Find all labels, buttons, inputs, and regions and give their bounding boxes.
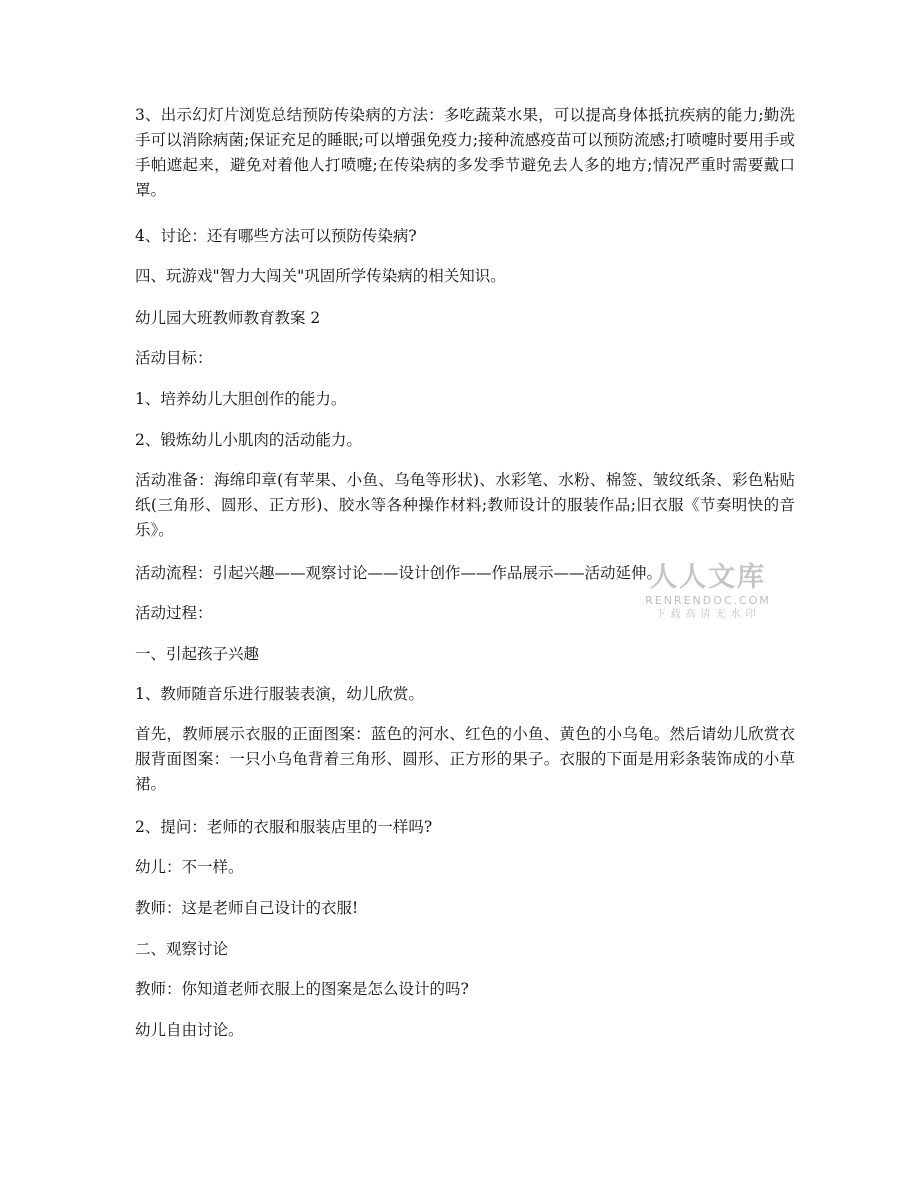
paragraph-free-discussion: 幼儿自由讨论。 <box>135 1021 244 1039</box>
goal-item-2: 2、锻炼幼儿小肌肉的活动能力。 <box>135 431 362 449</box>
paragraph-discussion: 4、讨论：还有哪些方法可以预防传染病? <box>135 227 417 245</box>
paragraph-activity-preparation: 活动准备：海绵印章(有苹果、小鱼、乌龟等形状)、水彩笔、水粉、棉签、皱纹纸条、彩色粘贴纸(三角形、圆形、正方形)、胶水等各种操作材料;教师设计的服装作品;旧衣服《节奏明快的音乐》。 <box>135 471 795 539</box>
step-item-2: 2、提问：老师的衣服和服装店里的一样吗? <box>135 818 433 836</box>
heading-observe-discuss: 二、观察讨论 <box>135 940 229 958</box>
watermark-logo <box>642 562 774 626</box>
heading-activity-process: 活动过程： <box>135 604 213 622</box>
paragraph-game: 四、玩游戏"智力大闯关"巩固所学传染病的相关知识。 <box>135 267 506 285</box>
paragraph-child-answer: 幼儿：不一样。 <box>135 858 244 876</box>
watermark-tagline: 下载高清无水印 <box>655 609 761 620</box>
heading-activity-goals: 活动目标： <box>135 349 213 367</box>
paragraph-activity-flow: 活动流程：引起兴趣——观察讨论——设计创作——作品展示——活动延伸。 <box>135 564 663 582</box>
paragraph-prevention-methods: 3、出示幻灯片浏览总结预防传染病的方法：多吃蔬菜水果，可以提高身体抵抗疾病的能力;勤洗手可以消除病菌;保证充足的睡眠;可以增强免疫力;接种流感疫苗可以预防流感;打喷嚏时要用手或手帕遮起来，避免对着他人打喷嚏;在传染病的多发季节避免去人多的地方;情况严重时需要戴口罩。 <box>135 106 795 199</box>
paragraph-teacher-statement: 教师：这是老师自己设计的衣服! <box>135 899 359 917</box>
paragraph-teacher-question: 教师：你知道老师衣服上的图案是怎么设计的吗? <box>135 980 469 998</box>
watermark-title: 人人文库 <box>650 562 766 593</box>
section-title-lesson-2: 幼儿园大班教师教育教案 2 <box>135 309 321 327</box>
heading-arouse-interest: 一、引起孩子兴趣 <box>135 645 260 663</box>
watermark-domain: RENRENDOC.COM <box>645 594 771 607</box>
paragraph-clothing-display: 首先，教师展示衣服的正面图案：蓝色的河水、红色的小鱼、黄色的小乌龟。然后请幼儿欣赏衣服背面图案：一只小乌龟背着三角形、圆形、正方形的果子。衣服的下面是用彩条装饰成的小草裙。 <box>135 725 795 793</box>
step-item-1: 1、教师随音乐进行服装表演，幼儿欣赏。 <box>135 685 424 703</box>
goal-item-1: 1、培养幼儿大胆创作的能力。 <box>135 390 347 408</box>
